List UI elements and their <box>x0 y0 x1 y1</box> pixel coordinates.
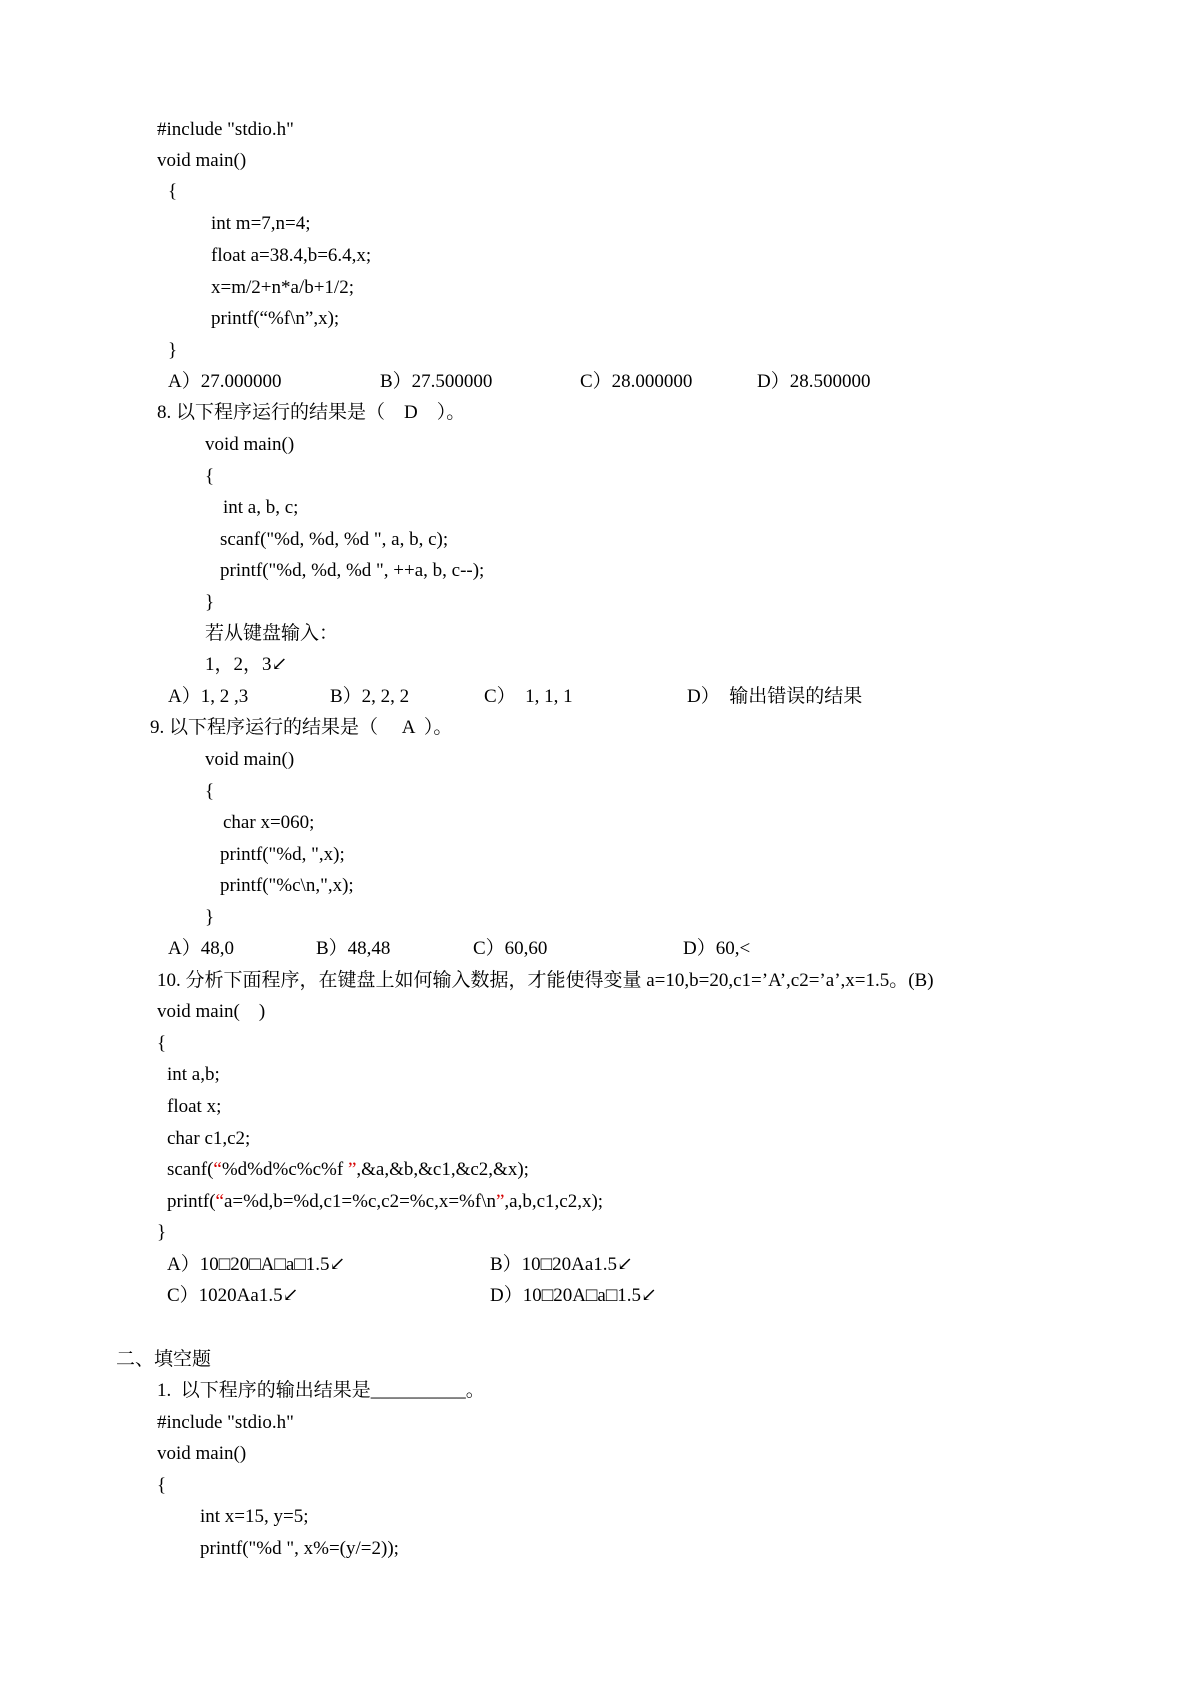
q10-code-line: } <box>157 1222 167 1243</box>
q7-option-d: D）28.500000 <box>757 371 871 392</box>
fill-q1-code-line: #include "stdio.h" <box>157 1412 294 1433</box>
q10-printf-line: printf(“a=%d,b=%d,c1=%c,c2=%c,x=%f\n”,a,b,c1,c2,x); <box>167 1191 604 1212</box>
q10-scanf-line: scanf(“%d%d%c%c%f ”,&a,&b,&c1,&c2,&x); <box>167 1159 529 1180</box>
q10-code-line: void main( ) <box>157 1001 266 1022</box>
q10-option-d: D）10□20A□a□1.5↙ <box>490 1285 657 1306</box>
q8-input-value: 1，2，3↙ <box>205 654 288 675</box>
q8-title: 8. 以下程序运行的结果是（ D ）。 <box>157 402 466 423</box>
q7-code-line: void main() <box>157 150 247 171</box>
q10-code-line: char c1,c2; <box>167 1128 251 1149</box>
q10-option-a: A）10□20□A□a□1.5↙ <box>167 1254 346 1275</box>
q7-option-a: A）27.000000 <box>168 371 282 392</box>
q7-code-line: } <box>168 340 178 361</box>
fill-q1-code-line: printf("%d ", x%=(y/=2)); <box>200 1538 399 1559</box>
q8-code-line: void main() <box>205 434 295 455</box>
q7-code-line: float a=38.4,b=6.4,x; <box>211 245 372 266</box>
q10-code-line: float x; <box>167 1096 222 1117</box>
q10-code-line: int a,b; <box>167 1064 220 1085</box>
q10-option-c: C）1020Aa1.5↙ <box>167 1285 299 1306</box>
q7-code-line: x=m/2+n*a/b+1/2; <box>211 277 354 298</box>
fill-q1-code-line: int x=15, y=5; <box>200 1506 309 1527</box>
section-heading: 二、填空题 <box>116 1349 212 1370</box>
q8-code-line: printf("%d, %d, %d ", ++a, b, c--); <box>220 560 485 581</box>
fill-q1-code-line: void main() <box>157 1443 247 1464</box>
q9-code-line: char x=060; <box>223 812 315 833</box>
q9-option-b: B）48,48 <box>316 938 391 959</box>
fill-q1-title: 1. 以下程序的输出结果是__________。 <box>157 1380 485 1401</box>
q9-code-line: { <box>205 781 215 802</box>
q7-code-line: #include "stdio.h" <box>157 119 294 140</box>
q10-option-b: B）10□20Aa1.5↙ <box>490 1254 633 1275</box>
q8-option-c: C） 1, 1, 1 <box>484 686 573 707</box>
q8-code-line: } <box>205 592 215 613</box>
q8-input-prompt: 若从键盘输入： <box>205 623 339 644</box>
q7-code-line: printf(“%f\n”,x); <box>211 308 340 329</box>
q9-code-line: printf("%d, ",x); <box>220 844 345 865</box>
q7-option-c: C）28.000000 <box>580 371 693 392</box>
q7-code-line: { <box>168 181 178 202</box>
q9-code-line: } <box>205 907 215 928</box>
q8-code-line: scanf("%d, %d, %d ", a, b, c); <box>220 529 449 550</box>
q8-option-d: D） 输出错误的结果 <box>687 686 863 707</box>
q9-option-c: C）60,60 <box>473 938 548 959</box>
q8-code-line: { <box>205 466 215 487</box>
q8-option-b: B）2, 2, 2 <box>330 686 410 707</box>
q9-option-a: A）48,0 <box>168 938 234 959</box>
q9-option-d: D）60,< <box>683 938 751 959</box>
q8-option-a: A）1, 2 ,3 <box>168 686 249 707</box>
q9-code-line: printf("%c\n,",x); <box>220 875 354 896</box>
q10-title: 10. 分析下面程序，在键盘上如何输入数据，才能使得变量 a=10,b=20,c1=’A’,c2=’a’,x=1.5。(B) <box>157 970 934 991</box>
q7-code-line: int m=7,n=4; <box>211 213 311 234</box>
q9-code-line: void main() <box>205 749 295 770</box>
q9-title: 9. 以下程序运行的结果是（ A ）。 <box>150 717 453 738</box>
q8-code-line: int a, b, c; <box>223 497 299 518</box>
q10-code-line: { <box>157 1033 167 1054</box>
fill-q1-code-line: { <box>157 1475 167 1496</box>
q7-option-b: B）27.500000 <box>380 371 493 392</box>
